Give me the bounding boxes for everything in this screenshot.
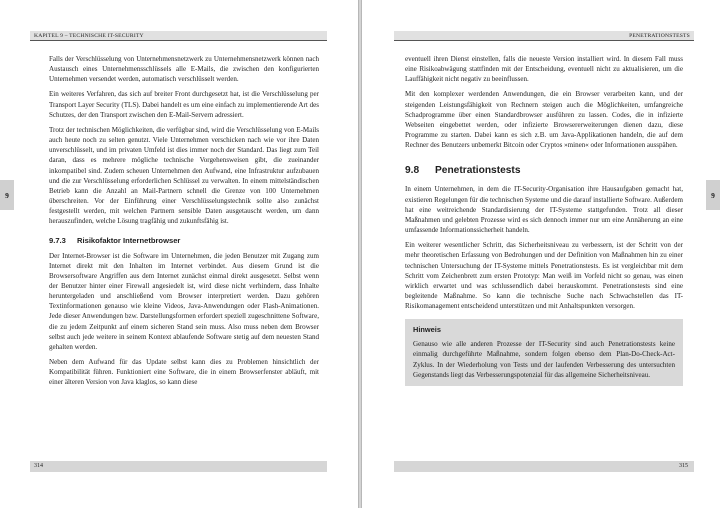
hint-title: Hinweis: [413, 325, 441, 335]
paragraph: Trotz der technischen Möglichkeiten, die verfügbar sind, wird die Verschlüsselung von E-Mails auch heute noch zu selten genutzt. Viele Unternehmen verschicken nach wie vor ihre Daten unverschlüsselt, und im privaten Umfeld ist dies immer noch der Standard. Das liegt zum Teil daran, dass es mehrere mögliche technische Vorgehensweisen gibt, die zueinander inkompatibel sind. Zudem scheuen Unternehmen den Aufwand, eine Infrastruktur aufzubauen und die zur Verschlüsselung erforderlichen Schlüssel zu verwalten. In einem mittelständischen Betrieb kann die Anzahl an Mail-Partnern schnell die Grenze von 100 Unternehmen überschreiten. Vor der Einführung einer Verschlüsselungstechnik sollte also zunächst festgestellt werden, mit welchen Partnern sensible Daten ausgetauscht werden, um dann herauszufinden, welche Lösung tragfähig und zukunftsfähig ist.: [49, 125, 319, 226]
paragraph: Ein weiterer wesentlicher Schritt, das Sicherheitsniveau zu verbessern, ist der Schritt von der mehr theoretischen Erfassung von Bedrohungen und der Definition von Maßnahmen hin zu einer technischen Untersuchung der IT-Systeme mittels Penetrationstests. Es ist vergleichbar mit dem Schritt vom Zeichenbrett zum ersten Prototyp: Man weiß im Vorfeld nicht so genau, was einen wirklich erwartet und was schlussendlich dabei herauskommt. Penetrationstests sind eine begleitende Maßnahme. So kann die technische Suche nach Schwachstellen das IT-Risikomanagement entscheidend unterstützen und mit Anhaltspunkten versorgen.: [405, 241, 683, 311]
chapter-tab-left: 9: [0, 180, 14, 210]
subsection-heading: [49, 236, 319, 246]
hint-box: [405, 319, 683, 386]
paragraph: Der Internet-Browser ist die Software im Unternehmen, die jeden Benutzer mit Zugang zum Internet direkt mit den Inhalten im Internet verbindet. Aus diesem Grund ist die Browsersoftware Angriffen aus dem Internet zunächst einmal direkt ausgesetzt. Selbst wenn der Benutzer hinter einer Firewall angesiedelt ist, wird diese nicht verhindern, dass Inhalte heruntergeladen und anschließend vom Browser interpretiert werden. Dazu gehören Textinformationen genauso wie kleine Videos, Java-Anwendungen oder Flash-Animationen. Jede dieser Anwendungen bzw. Darstellungsformen erfordert speziell zugeschnittene Software, die zu jedem Zeitpunkt auf einem sicheren Stand sein muss. Also muss neben dem Browser selbst auch jede weitere in seinem Kontext ablaufende Software stetig auf dem neuesten Stand gehalten werden.: [49, 251, 319, 351]
right-page: [362, 0, 720, 508]
right-body-column: [405, 54, 683, 386]
section-heading: [405, 164, 683, 177]
paragraph: In einem Unternehmen, in dem die IT-Security-Organisation ihre Hausaufgaben gemacht hat, existieren Regelungen für die technischen Systeme und die darauf installierte Software. Außerdem hat eine weitreichende Standardisierung der IT-Systeme stattgefunden. Trotz all dieser Maßnahmen und gelebten Prozesse wird es sich dennoch immer nur um eine Annäherung an eine umfassende Informationssicherheit handeln.: [405, 185, 683, 235]
paragraph: Falls der Verschlüsselung von Unternehmensnetzwerk zu Unternehmensnetzwerk können nach Austausch eines Unternehmensschlüssels alle E-Mails, die zwischen den konfigurierten Unternehmen versendet werden, automatisch verschlüsselt werden.: [49, 55, 319, 84]
hint-text: Genauso wie alle anderen Prozesse der IT-Security sind auch Penetrationstests keine einmalig durchgeführte Maßnahme, sondern folgen ebenso dem Plan-Do-Check-Act-Zyklus. In der Wiederholung von Tests und der laufenden Verbesserung des untersuchten Gegenstands liegt das Verbesserungspotenzial für das allgemeine Sicherheitsniveau.: [413, 340, 675, 379]
subsection-number: 9.7.3: [49, 235, 66, 245]
subsection-title: Risikofaktor Internetbrowser: [77, 235, 181, 245]
running-header-right: PENETRATIONSTESTS: [394, 31, 694, 41]
paragraph: Neben dem Aufwand für das Update selbst kann dies zu Problemen hinsichtlich der Kompatibilität führen. Funktioniert eine Software, die in einem Browserfenster abläuft, mit einer älteren Version von Java klaglos, so kann diese: [49, 358, 319, 387]
paragraph: eventuell ihren Dienst einstellen, falls die neueste Version installiert wird. In diesem Fall muss eine Risikoabwägung stattfinden mit der Entscheidung, eventuell nicht zu aktualisieren, um die Lauffähigkeit nicht negativ zu beeinflussen.: [405, 55, 683, 84]
paragraph: Ein weiteres Verfahren, das sich auf breiter Front durchgesetzt hat, ist die Verschlüsselung per Transport Layer Security (TLS). Dabei handelt es um eine einfach zu implementierende Art des Schutzes, der den Transport zwischen den E-Mail-Servern adressiert.: [49, 90, 319, 119]
left-body-column: [49, 54, 319, 393]
section-number: 9.8: [405, 165, 420, 177]
left-page: [0, 0, 358, 508]
page-number-right: 315: [394, 461, 694, 472]
running-header-left: KAPITEL 9 – TECHNISCHE IT-SECURITY: [30, 31, 327, 41]
chapter-tab-right: 9: [706, 180, 720, 210]
page-number-left: 314: [30, 461, 327, 472]
section-title: Penetrationstests: [435, 165, 521, 177]
paragraph: Mit den komplexer werdenden Anwendungen, die ein Browser verarbeiten kann, und der steigenden Leistungsfähigkeit von Rechnern steigen auch die Möglichkeiten, umfangreiche Schadprogramme über einen Standardbrowser ausführen zu lassen. Codes, die in infizierte Webseiten eingebettet werden, oder infizierte Browsererweiterungen dienen dazu, diese Programme zu starten. Dabei kann es sich z.B. um Java-Applikationen handeln, die auf dem Rechner des Benutzers unbemerkt Bitcoin oder Cryptos »minen« oder Informationen ausspähen.: [405, 90, 683, 150]
